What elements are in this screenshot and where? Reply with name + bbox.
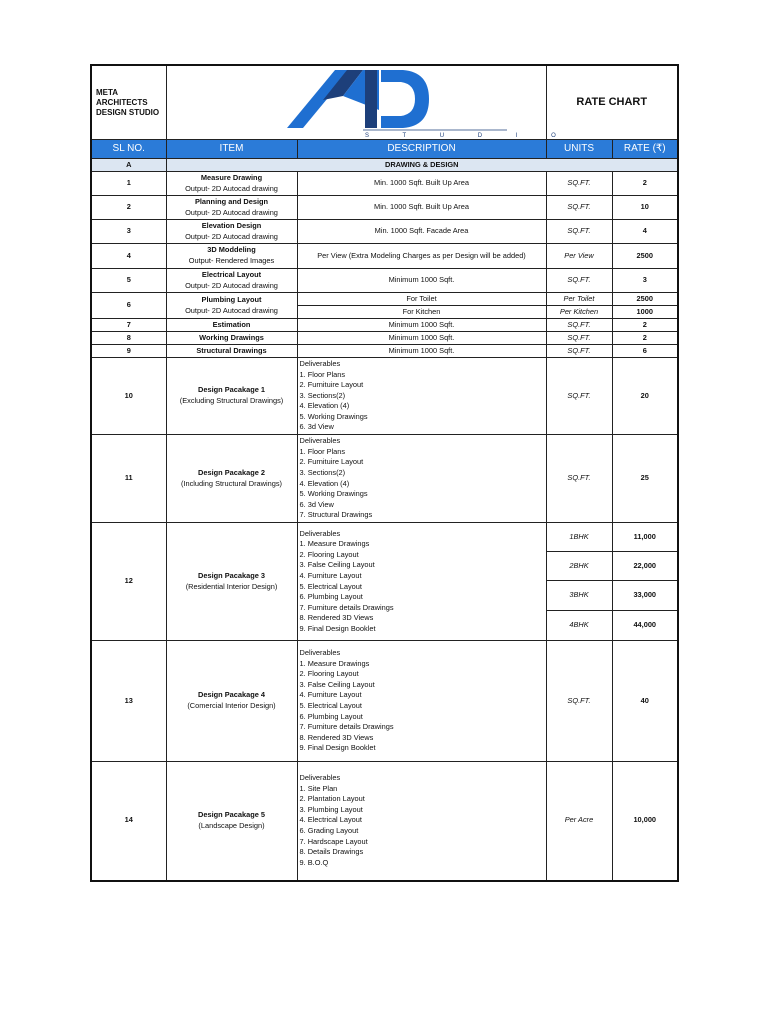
rate: 2500: [612, 244, 678, 269]
unit: SQ.FT.: [546, 641, 612, 762]
description: Minimum 1000 Sqft.: [297, 332, 546, 345]
item-title: Design Pacakage 2: [198, 467, 265, 477]
header-sl: SL NO.: [91, 140, 166, 159]
item-subtitle: (Excluding Structural Drawings): [179, 396, 284, 405]
table-row: [91, 358, 678, 435]
sl-no: 2: [91, 196, 166, 220]
rate: 44,000: [612, 611, 678, 641]
rate-chart-sheet: [90, 64, 677, 882]
rate: 10,000: [612, 762, 678, 881]
deliverable-item: 1. Site Plan: [299, 783, 338, 793]
item-title: Estimation: [212, 319, 251, 329]
unit: Per Acre: [546, 762, 612, 881]
rate: 22,000: [612, 552, 678, 581]
sl-no: 10: [91, 358, 166, 435]
deliverable-item: 8. Rendered 3D Views: [299, 613, 374, 623]
description: Minimum 1000 Sqft.: [297, 319, 546, 332]
item-subtitle: Output- Rendered Images: [188, 256, 275, 265]
deliverable-item: Deliverables: [299, 358, 341, 368]
table-row: [91, 293, 678, 306]
item-cell: [166, 332, 297, 345]
description: Per View (Extra Modeling Charges as per Design will be added): [297, 244, 546, 269]
description: Min. 1000 Sqft. Built Up Area: [297, 196, 546, 220]
deliverable-item: 3. Sections(2): [299, 467, 346, 477]
deliverable-item: 5. Working Drawings: [299, 489, 368, 499]
sl-no: 6: [91, 293, 166, 319]
item-cell: [166, 269, 297, 293]
deliverables-cell: [297, 435, 546, 523]
unit: 3BHK: [546, 581, 612, 611]
title-row: [91, 65, 678, 140]
description: Min. 1000 Sqft. Built Up Area: [297, 172, 546, 196]
item-subtitle: (Including Structural Drawings): [180, 478, 283, 488]
rate-chart-table: [90, 64, 679, 882]
item-cell: [166, 220, 297, 244]
item-subtitle: (Residential Interior Design): [185, 581, 278, 591]
table-row: [91, 641, 678, 762]
description: Min. 1000 Sqft. Facade Area: [297, 220, 546, 244]
item-title: Design Pacakage 5: [198, 810, 265, 820]
item-cell: [166, 196, 297, 220]
deliverable-item: Deliverables: [299, 528, 341, 538]
item-cell: [166, 523, 297, 641]
rate: 2500: [612, 293, 678, 306]
unit: SQ.FT.: [546, 269, 612, 293]
table-row: [91, 435, 678, 523]
deliverable-item: 4. Furniture Layout: [299, 690, 362, 700]
deliverables-cell: [297, 641, 546, 762]
unit: Per View: [546, 244, 612, 269]
deliverable-item: 7. Structural Drawings: [299, 510, 373, 520]
deliverable-item: 7. Furniture details Drawings: [299, 722, 394, 732]
table-row: [91, 220, 678, 244]
item-title: Planning and Design: [194, 196, 269, 206]
rate: 40: [612, 641, 678, 762]
deliverable-item: 6. Plumbing Layout: [299, 711, 363, 721]
md-studio-logo-icon: [167, 66, 572, 139]
sl-no: 4: [91, 244, 166, 269]
sl-no: 14: [91, 762, 166, 881]
table-row: [91, 345, 678, 358]
deliverable-item: 1. Measure Drawings: [299, 539, 370, 549]
studio-name: META ARCHITECTS DESIGN STUDIO: [91, 65, 166, 140]
deliverable-item: 7. Hardscape Layout: [299, 836, 368, 846]
deliverables-cell: [297, 523, 546, 641]
item-cell: [166, 641, 297, 762]
description: For Kitchen: [297, 306, 546, 319]
deliverable-item: 9. Final Design Booklet: [299, 743, 376, 753]
rate: 4: [612, 220, 678, 244]
item-cell: [166, 358, 297, 435]
deliverable-item: 2. Furnituire Layout: [299, 457, 364, 467]
unit: Per Kitchen: [546, 306, 612, 319]
deliverable-item: Deliverables: [299, 773, 341, 783]
sl-no: 7: [91, 319, 166, 332]
header-units: UNITS: [546, 140, 612, 159]
unit: SQ.FT.: [546, 196, 612, 220]
description: For Toilet: [297, 293, 546, 306]
item-subtitle: Output- 2D Autocad drawing: [185, 231, 278, 241]
deliverable-item: 6. 3d View: [299, 499, 334, 509]
deliverable-item: 9. Final Design Booklet: [299, 623, 376, 633]
deliverable-item: 2. Flooring Layout: [299, 669, 359, 679]
deliverable-item: 2. Furnituire Layout: [299, 380, 364, 390]
item-subtitle: (Comercial Interior Design): [187, 701, 276, 710]
deliverables-cell: [297, 762, 546, 881]
rate: 2: [612, 319, 678, 332]
deliverable-item: 6. 3d View: [299, 422, 334, 432]
rate: 33,000: [612, 581, 678, 611]
item-subtitle: Output- 2D Autocad drawing: [185, 183, 278, 193]
rate: 11,000: [612, 523, 678, 552]
deliverable-item: 1. Floor Plans: [299, 446, 346, 456]
deliverable-item: 4. Elevation (4): [299, 401, 350, 411]
item-subtitle: (Landscape Design): [198, 820, 265, 830]
item-title: Electrical Layout: [201, 269, 262, 279]
item-cell: [166, 293, 297, 319]
item-title: 3D Moddeling: [207, 245, 256, 255]
deliverable-item: 3. False Ceiling Layout: [299, 679, 375, 689]
rate: 3: [612, 269, 678, 293]
rate: 2: [612, 332, 678, 345]
deliverable-item: 6. Grading Layout: [299, 826, 359, 836]
unit: SQ.FT.: [546, 319, 612, 332]
unit: SQ.FT.: [546, 345, 612, 358]
deliverable-item: 3. Sections(2): [299, 390, 346, 400]
table-row: [91, 332, 678, 345]
item-cell: [166, 244, 297, 269]
section-row: [91, 159, 678, 172]
table-row: [91, 523, 678, 552]
table-row: [91, 269, 678, 293]
deliverable-item: 4. Furniture Layout: [299, 570, 362, 580]
header-item: ITEM: [166, 140, 297, 159]
rate: 1000: [612, 306, 678, 319]
item-subtitle: Output- 2D Autocad drawing: [185, 305, 278, 315]
unit: Per Toilet: [546, 293, 612, 306]
unit: 4BHK: [546, 611, 612, 641]
sl-no: 5: [91, 269, 166, 293]
sl-no: 8: [91, 332, 166, 345]
deliverable-item: 9. B.O.Q: [299, 857, 329, 867]
deliverable-item: 7. Furniture details Drawings: [299, 602, 394, 612]
item-title: Design Pacakage 3: [198, 570, 265, 580]
rate: 10: [612, 196, 678, 220]
table-row: [91, 244, 678, 269]
logo-cell: [166, 65, 572, 140]
deliverables-cell: [297, 358, 546, 435]
sl-no: 3: [91, 220, 166, 244]
deliverable-item: 1. Measure Drawings: [299, 658, 370, 668]
deliverable-item: 4. Elevation (4): [299, 478, 350, 488]
item-subtitle: Output- 2D Autocad drawing: [185, 280, 278, 290]
header-row: [91, 140, 678, 159]
unit: SQ.FT.: [546, 172, 612, 196]
deliverable-item: Deliverables: [299, 436, 341, 446]
unit: SQ.FT.: [546, 332, 612, 345]
deliverable-item: 3. False Ceiling Layout: [299, 560, 375, 570]
unit: SQ.FT.: [546, 435, 612, 523]
deliverable-item: 3. Plumbing Layout: [299, 804, 363, 814]
item-cell: [166, 172, 297, 196]
unit: 1BHK: [546, 523, 612, 552]
rate: 20: [612, 358, 678, 435]
unit: SQ.FT.: [546, 358, 612, 435]
description: Minimum 1000 Sqft.: [297, 269, 546, 293]
item-title: Structural Drawings: [196, 345, 267, 355]
deliverable-item: 4. Electrical Layout: [299, 815, 362, 825]
description: Minimum 1000 Sqft.: [297, 345, 546, 358]
section-label: DRAWING & DESIGN: [166, 159, 678, 172]
deliverable-item: 6. Plumbing Layout: [299, 592, 363, 602]
rate: 6: [612, 345, 678, 358]
item-title: Design Pacakage 1: [198, 385, 265, 395]
table-row: [91, 762, 678, 881]
header-description: DESCRIPTION: [297, 140, 546, 159]
item-subtitle: Output- 2D Autocad drawing: [185, 207, 278, 217]
sl-no: 9: [91, 345, 166, 358]
item-title: Plumbing Layout: [201, 294, 262, 304]
table-row: [91, 196, 678, 220]
item-cell: [166, 319, 297, 332]
deliverable-item: 2. Flooring Layout: [299, 549, 359, 559]
table-row: [91, 172, 678, 196]
header-rate: RATE (₹): [612, 140, 678, 159]
logo-tagline: S T U D I O: [364, 133, 572, 139]
deliverable-item: Deliverables: [299, 648, 341, 658]
item-cell: [166, 345, 297, 358]
deliverable-item: 5. Electrical Layout: [299, 581, 362, 591]
sl-no: 11: [91, 435, 166, 523]
deliverable-item: 5. Working Drawings: [299, 411, 368, 421]
sl-no: 12: [91, 523, 166, 641]
unit: SQ.FT.: [546, 220, 612, 244]
item-title: Design Pacakage 4: [198, 690, 265, 700]
deliverable-item: 1. Floor Plans: [299, 369, 346, 379]
sl-no: 13: [91, 641, 166, 762]
item-title: Elevation Design: [201, 220, 262, 230]
table-row: [91, 319, 678, 332]
deliverable-item: 5. Electrical Layout: [299, 701, 362, 710]
item-title: Working Drawings: [199, 332, 264, 342]
unit: 2BHK: [546, 552, 612, 581]
item-cell: [166, 762, 297, 881]
rate: 25: [612, 435, 678, 523]
item-cell: [166, 435, 297, 523]
section-code: A: [91, 159, 166, 172]
page-title: RATE CHART: [546, 65, 678, 140]
deliverable-item: 2. Plantation Layout: [299, 794, 365, 804]
deliverable-item: 8. Details Drawings: [299, 847, 364, 857]
sl-no: 1: [91, 172, 166, 196]
rate: 2: [612, 172, 678, 196]
item-title: Measure Drawing: [200, 172, 263, 182]
deliverable-item: 8. Rendered 3D Views: [299, 732, 374, 742]
